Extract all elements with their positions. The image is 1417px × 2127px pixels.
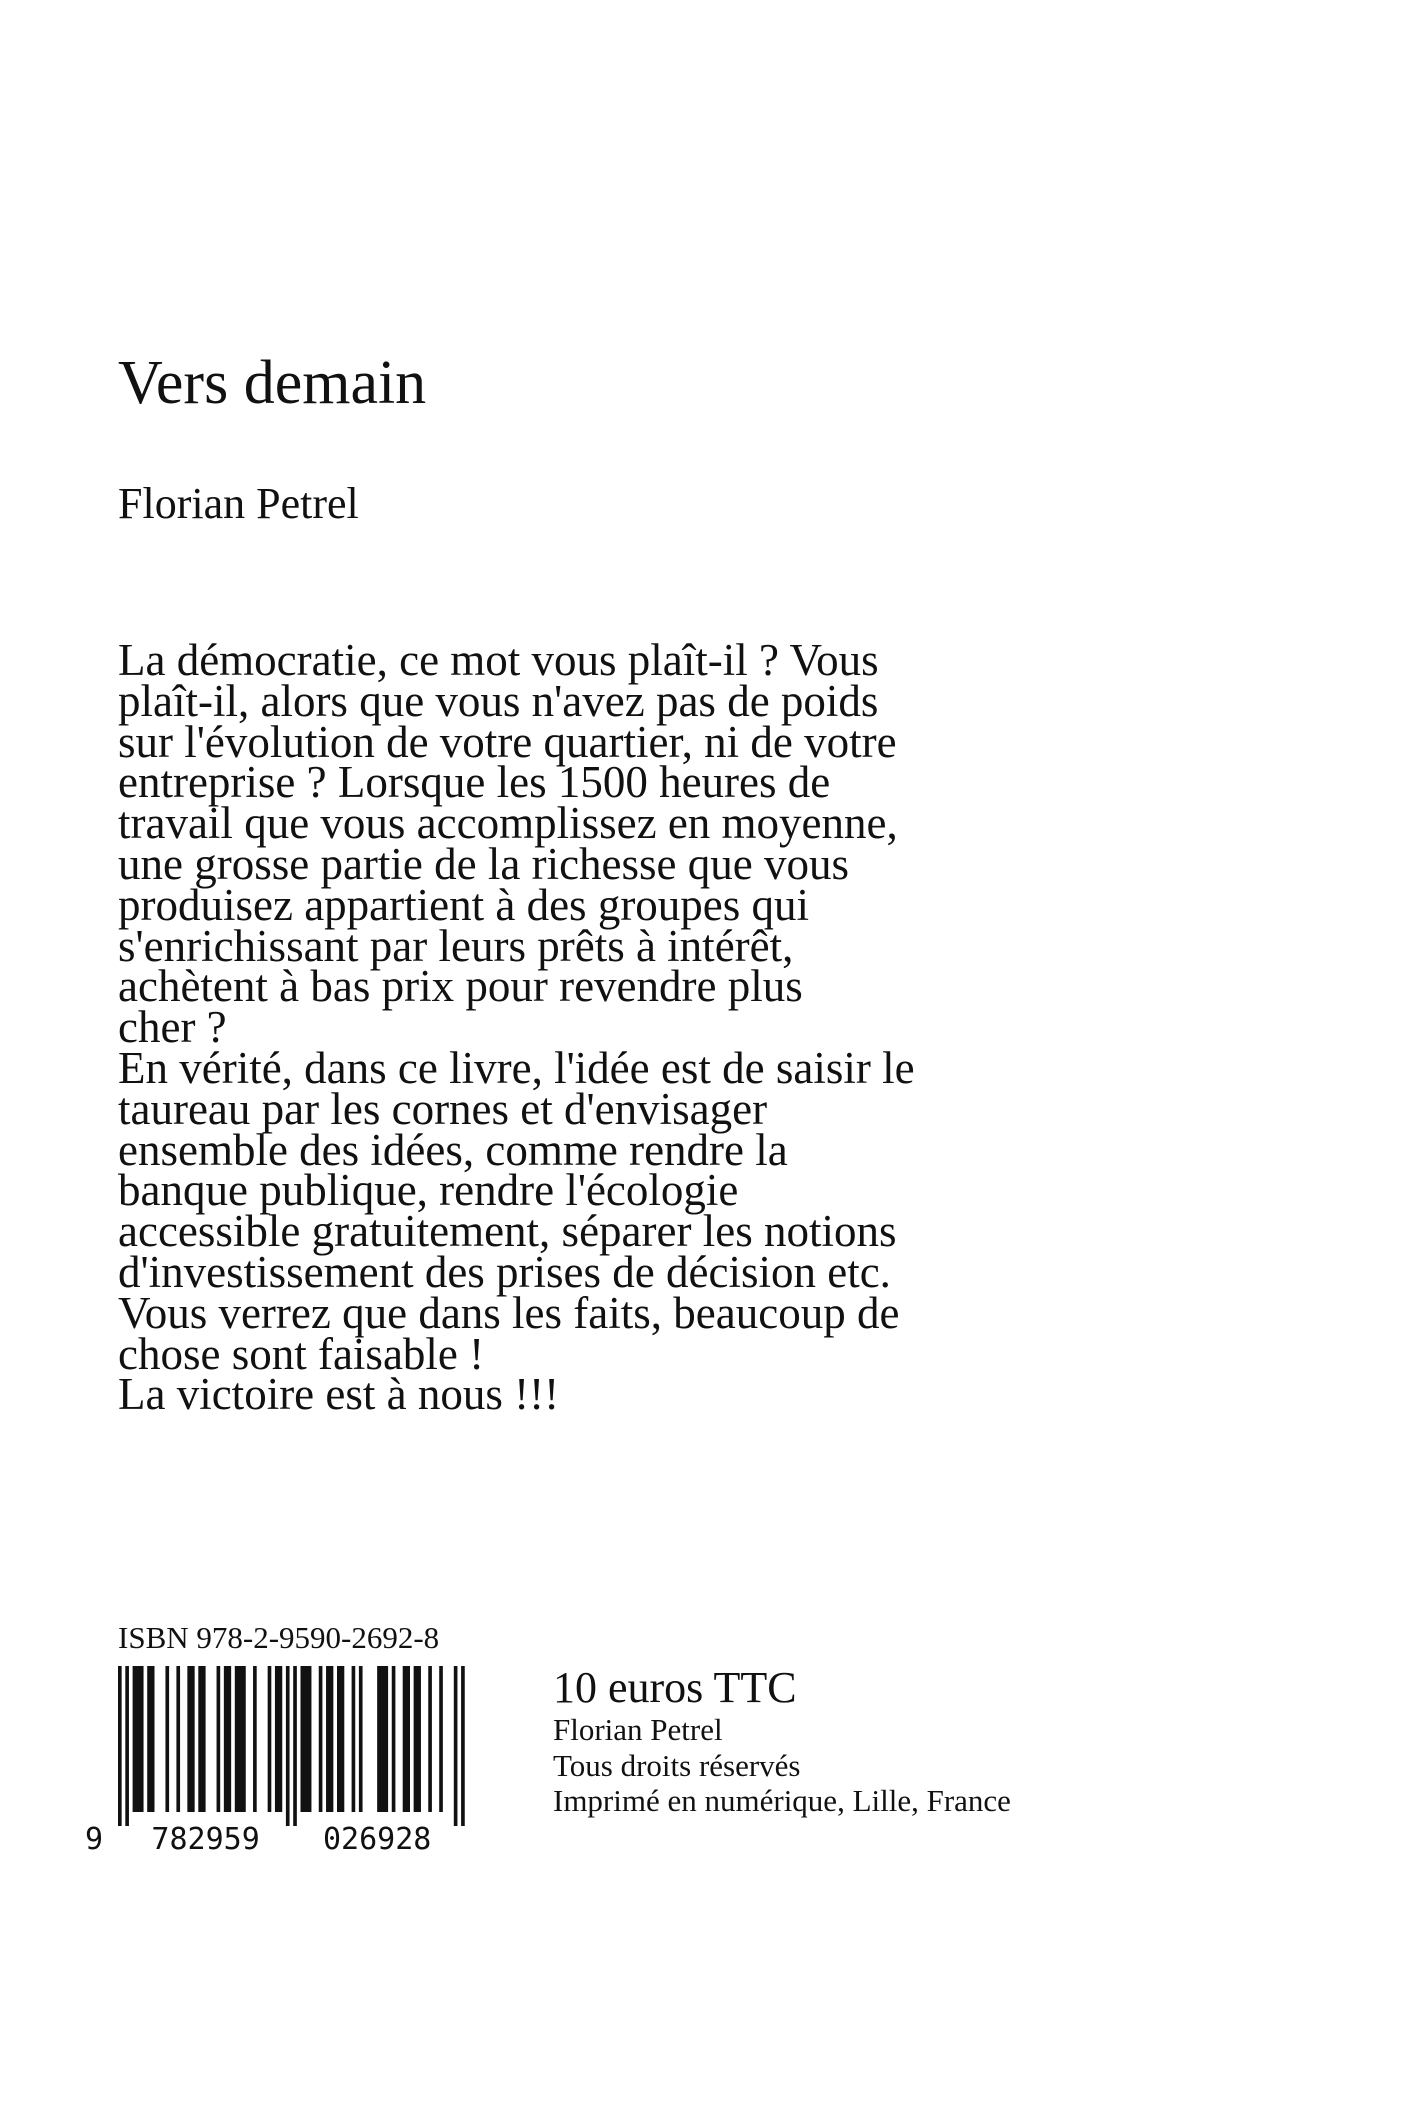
blurb-line: banque publique, rendre l'écologie <box>118 1165 739 1216</box>
blurb-line: chose sont faisable ! <box>118 1328 485 1379</box>
barcode-bar <box>198 1666 205 1812</box>
barcode-bar <box>392 1666 396 1812</box>
barcode-bar <box>147 1666 154 1812</box>
barcode-bar <box>337 1666 344 1812</box>
barcode-bar <box>253 1666 257 1812</box>
blurb-line: s'enrichissant par leurs prêts à intérêt, <box>118 920 794 971</box>
barcode-guard-bar <box>125 1666 129 1826</box>
barcode-graphic <box>76 1664 488 1852</box>
blurb-line: ensemble des idées, comme rendre la <box>118 1124 788 1175</box>
barcode-bar <box>439 1666 443 1812</box>
blurb-line: sur l'évolution de votre quartier, ni de votre <box>118 716 897 767</box>
isbn-label: ISBN 978-2-9590-2692-8 <box>118 1620 440 1655</box>
barcode-bar <box>268 1666 272 1812</box>
imprint-publisher: Florian Petrel <box>553 1712 723 1747</box>
barcode-bar <box>235 1666 246 1812</box>
barcode-guard-bar <box>118 1666 122 1826</box>
blurb-line: travail que vous accomplissez en moyenne, <box>118 798 898 849</box>
blurb-line: Vous verrez que dans les faits, beaucoup de <box>118 1287 900 1338</box>
back-cover-blurb <box>118 635 1078 1420</box>
barcode-bar <box>403 1666 410 1812</box>
barcode-guard-bar <box>461 1666 465 1826</box>
blurb-line: une grosse partie de la richesse que vous <box>118 838 850 889</box>
barcode-bar <box>176 1666 180 1812</box>
barcode-guard-bar <box>293 1666 297 1826</box>
ean13-barcode <box>76 1664 488 1852</box>
imprint-rights: Tous droits réservés <box>553 1747 801 1783</box>
imprint-info <box>553 1712 1011 1819</box>
blurb-line: d'investissement des prises de décision etc. <box>118 1246 891 1297</box>
blurb-line: plaît-il, alors que vous n'avez pas de poids <box>118 675 879 726</box>
barcode-bar <box>352 1666 356 1812</box>
blurb-line: achètent à bas prix pour revendre plus <box>118 961 803 1012</box>
blurb-line: accessible gratuitement, séparer les notions <box>118 1206 897 1257</box>
barcode-bar <box>428 1666 432 1812</box>
barcode-bar <box>414 1666 421 1812</box>
barcode-bar <box>377 1666 388 1812</box>
blurb-line: taureau par les cornes et d'envisager <box>118 1083 768 1134</box>
blurb-line: La victoire est à nous !!! <box>118 1369 560 1420</box>
barcode-bar <box>301 1666 312 1812</box>
book-title: Vers demain <box>118 349 427 417</box>
barcode-bar <box>326 1666 333 1812</box>
barcode-digit-first: 9 <box>84 1822 104 1852</box>
barcode-guard-bar <box>286 1666 290 1826</box>
book-author: Florian Petrel <box>118 479 359 528</box>
blurb-line: produisez appartient à des groupes qui <box>118 879 810 930</box>
barcode-bar <box>133 1666 144 1812</box>
book-price: 10 euros TTC <box>553 1663 797 1712</box>
barcode-bar <box>217 1666 221 1812</box>
barcode-guard-bar <box>454 1666 458 1826</box>
barcode-bar <box>319 1666 323 1812</box>
barcode-bar <box>165 1666 169 1812</box>
barcode-bar <box>187 1666 194 1812</box>
barcode-bar <box>359 1666 363 1812</box>
barcode-bar <box>275 1666 282 1812</box>
blurb-line: En vérité, dans ce livre, l'idée est de saisir le <box>118 1042 915 1093</box>
imprint-printing: Imprimé en numérique, Lille, France <box>553 1783 1011 1818</box>
barcode-digits-left: 782959 <box>151 1822 260 1852</box>
blurb-line: La démocratie, ce mot vous plaît-il ? Vous <box>118 635 879 685</box>
barcode-bar <box>224 1666 231 1812</box>
blurb-line: cher ? <box>118 1002 227 1053</box>
blurb-line: entreprise ? Lorsque les 1500 heures de <box>118 757 831 808</box>
barcode-digits-right: 026928 <box>322 1822 432 1852</box>
